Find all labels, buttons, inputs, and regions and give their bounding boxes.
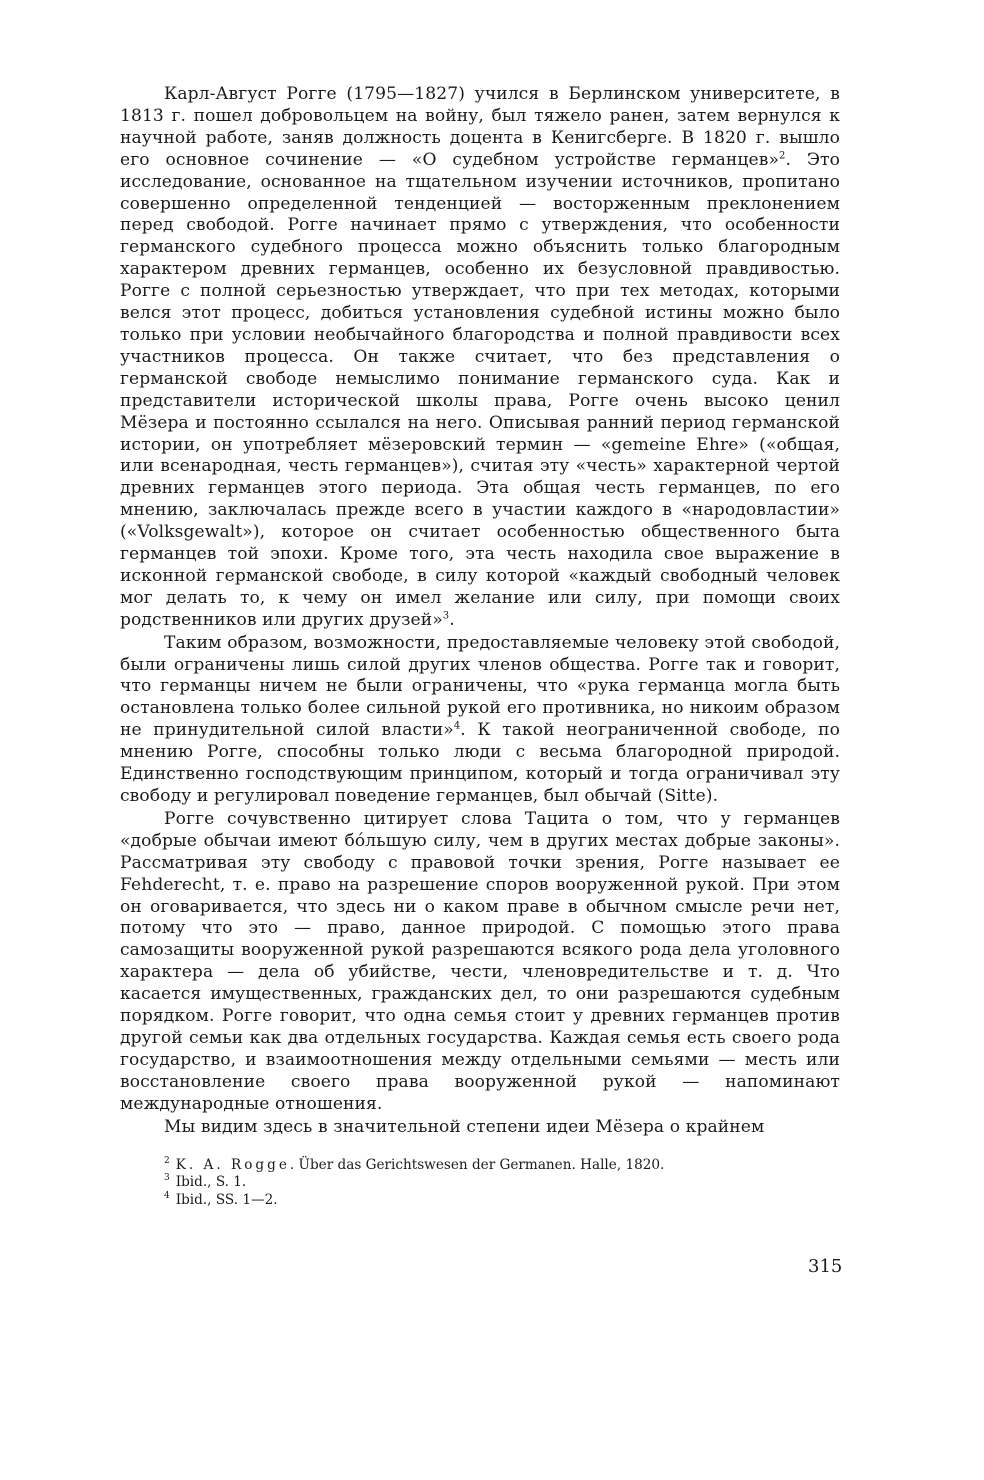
footnote-4: [164, 1192, 840, 1210]
footnote-text: . Über das Gerichtswesen der Germanen. Halle, 1820.: [289, 1156, 665, 1173]
footnote-ref-2[interactable]: 2: [779, 150, 786, 162]
paragraph-2-tail: . К такой неограниченной свободе, по мнению Рогге, способны только люди с весьма благородной природой. Единственно господствующим принципом, который и тогда ограничивал эту свободу и регулировал поведение германцев, был обычай (Sitte).: [120, 720, 840, 806]
paragraph-2: [120, 633, 840, 808]
footnote-ref-4[interactable]: 4: [453, 720, 461, 732]
footnote-2: [164, 1157, 840, 1175]
footnote-mark: 4: [164, 1190, 170, 1201]
paragraph-1: [120, 84, 840, 632]
footnote-text: Ibid., SS. 1—2.: [175, 1191, 278, 1208]
paragraph-3-text: Рогге сочувственно цитирует слова Тацита о том, что у германцев «добрые обычаи имеют бóльшую силу, чем в других местах добрые законы». Рассматривая эту свободу с правовой точки зрения, Рогге называет ее Fehderecht, т. е. право на разрешение споров вооруженной рукой. При этом он оговаривается, что здесь ни о каком праве в обычном смысле речи нет, потому что это — право, данное природой. С помощью этого права самозащиты вооруженной рукой разрешаются всякого рода дела уголовного характера — дела об убийстве, чести, членовредительстве и т. д. Что касается имущественных, гражданских дел, то они разрешаются судебным порядком. Рогге говорит, что одна семья стоит у древних германцев против другой семьи как два отдельных государства. Каждая семья есть своего рода государство, и взаимоотношения между отдельными семьями — месть или восстановление своего права вооруженной рукой — напоминают международные отношения.: [120, 808, 840, 1114]
paragraph-1-tail: . Это исследование, основанное на тщательном изучении источников, пропитано совершенно определенной тенденцией — восторженным преклонением перед свободой. Рогге начинает прямо с утверждения, что особенности германского судебного процесса можно объяснить только благородным характером древних германцев, особенно их безусловной правдивостью. Рогге с полной серьезностью утверждает, что при тех методах, которыми велся этот процесс, добиться установления судебной истины можно было только при условии необычайного благородства и полной правдивости всех участников процесса. Он также считает, что без представления о германской свободе немыслимо понимание германского суда. Как и представители исторической школы права, Рогге очень высоко ценил Мёзера и постоянно ссылался на него. Описывая ранний период германской истории, он употребляет мёзеровский термин — «gemeine Ehre» («общая, или всенародная, честь германцев»), считая эту «честь» характерной чертой древних германцев этого периода. Эта общая честь германцев, по его мнению, заключалась прежде всего в участии каждого в «народовластии» («Volksgewalt»), которое он считает особенностью общественного быта германцев той эпохи. Кроме того, эта честь находила свое выражение в исконной германской свободе, в силу которой «каждый свободный человек мог делать то, к чему он имел желание или силу, при помощи своих родственников или других друзей»: [120, 149, 840, 630]
footnote-author: K. A. Rogge: [175, 1156, 290, 1173]
paragraph-1-text: Карл-Август Рогге (1795—1827) учился в Берлинском университете, в 1813 г. пошел добровольцем на войну, был тяжело ранен, затем вернулся к научной работе, заняв должность доцента в Кенигсберге. В 1820 г. вышло его основное сочинение — «О судебном устройстве германцев»: [120, 84, 840, 170]
footnote-3: [164, 1174, 840, 1192]
paragraph-1-tail2: .: [449, 609, 455, 630]
page-number: 315: [808, 1256, 843, 1277]
footnote-mark: 2: [164, 1155, 170, 1166]
page-body: [120, 84, 840, 1209]
paragraph-2-text: Таким образом, возможности, предоставляемые человеку этой свободой, были ограничены лишь силой других членов общества. Рогге так и говорит, что германцы ничем не были ограничены, что «рука германца могла быть остановлена только более сильной рукой его противника, но никоим образом не принудительной силой власти»: [120, 632, 840, 741]
footnote-ref-3[interactable]: 3: [442, 610, 450, 622]
footnotes: [120, 1157, 840, 1210]
footnote-text: Ibid., S. 1.: [175, 1174, 247, 1190]
paragraph-4: [120, 1117, 840, 1139]
paragraph-3: [120, 809, 840, 1116]
footnote-mark: 3: [164, 1173, 170, 1184]
paragraph-4-text: Мы видим здесь в значительной степени идеи Мёзера о крайнем: [164, 1116, 765, 1137]
